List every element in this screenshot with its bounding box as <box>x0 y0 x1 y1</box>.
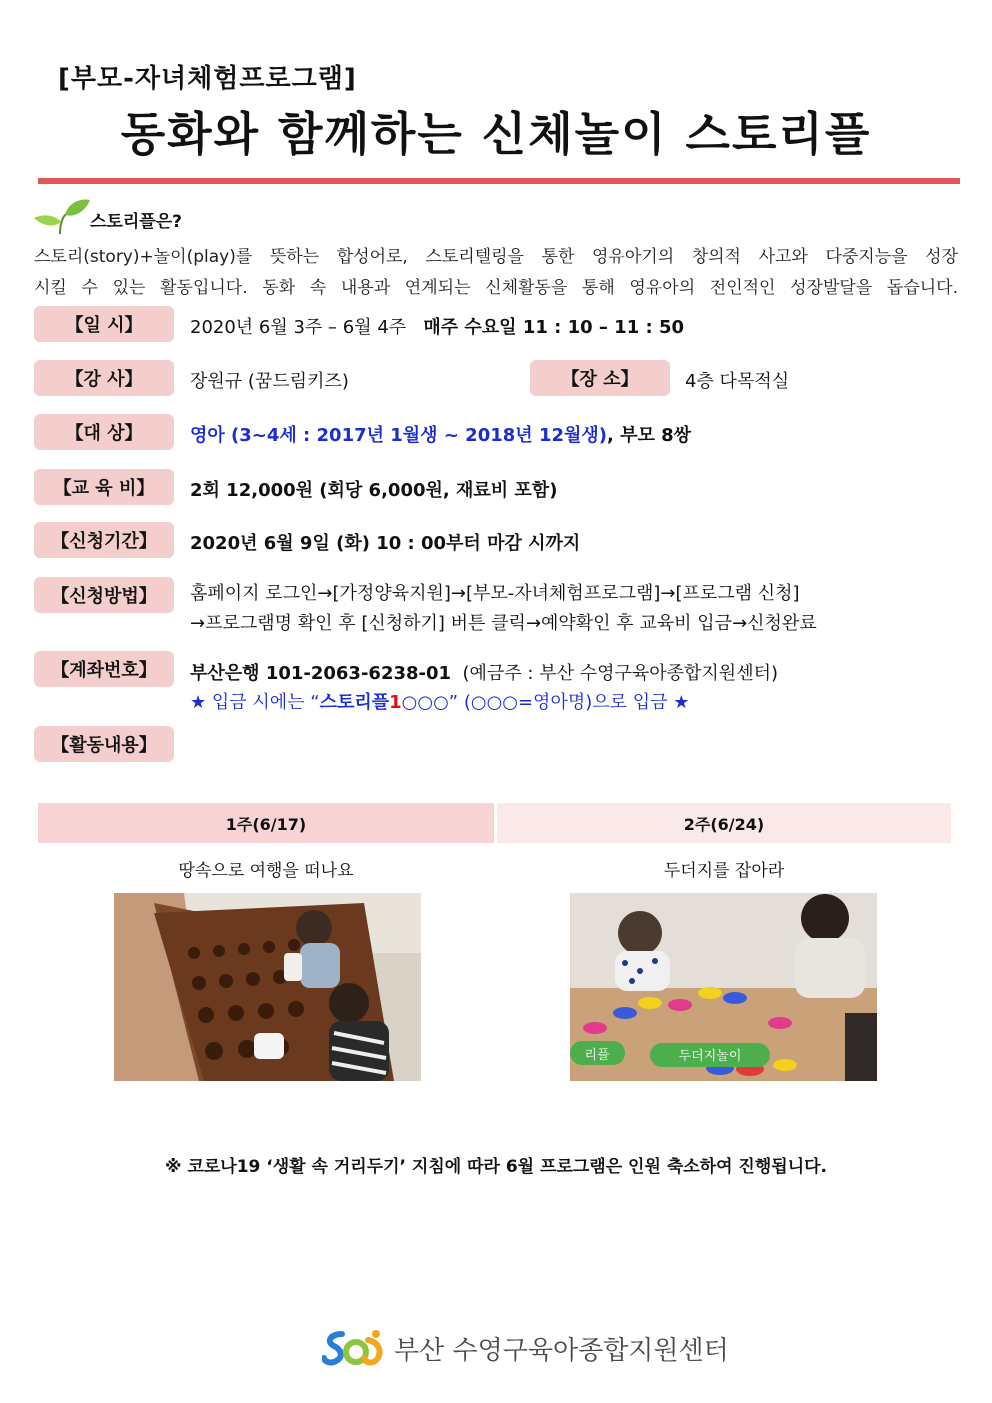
account-holder: (예금주 : 부산 수영구육아종합지원센터) <box>462 663 778 684</box>
center-logo-icon <box>322 1328 386 1368</box>
account-number: 부산은행 101-2063-6238-01 <box>190 663 452 684</box>
deposit-note-red: 1 <box>389 692 402 713</box>
intro-line-2: 시킬 수 있는 활동입니다. 동화 속 내용과 연계되는 신체활동을 통해 영유아의 전인적인 성장발달을 돕습니다. <box>34 278 958 298</box>
fee-label: 【교 육 비】 <box>34 469 174 505</box>
place-label: 【장 소】 <box>530 360 670 396</box>
instructor-value: 장원규 (꿈드림키즈) <box>190 371 349 392</box>
deposit-note-bold: 스토리플 <box>319 692 390 713</box>
account-value <box>190 659 778 685</box>
title-divider <box>38 178 960 184</box>
deposit-note-b: ○○○” (○○○=영아명)으로 입금 ★ <box>401 692 690 713</box>
footer <box>322 1326 729 1370</box>
target-value <box>190 421 691 447</box>
instructor-label: 【강 사】 <box>34 360 174 396</box>
period-label: 【신청기간】 <box>34 522 174 558</box>
photo2-sign-left: 리플 <box>584 1048 610 1063</box>
target-age: 영아 (3~4세 : 2017년 1월생 ~ 2018년 12월생) <box>190 425 607 446</box>
sprout-icon <box>32 196 92 236</box>
date-time: 매주 수요일 11 : 10 – 11 : 50 <box>423 317 685 338</box>
week1-photo <box>114 893 421 1081</box>
date-value <box>190 313 684 339</box>
covid-notice: ※ 코로나19 ‘생활 속 거리두기’ 지침에 따라 6월 프로그램은 인원 축소하여 진행됩니다. <box>165 1157 827 1177</box>
intro-heading: 스토리플은? <box>90 212 182 232</box>
week2-header: 2주(6/24) <box>497 803 951 843</box>
week2-photo <box>570 893 877 1081</box>
fee-value: 2회 12,000원 (회당 6,000원, 재료비 포함) <box>190 480 558 501</box>
method-line-1: 홈페이지 로그인→[가정양육지원]→[부모-자녀체험프로그램]→[프로그램 신청] <box>190 583 800 604</box>
activity-label: 【활동내용】 <box>34 726 174 762</box>
deposit-note-a: ★ 입금 시에는 “ <box>190 692 320 713</box>
method-line-2: →프로그램명 확인 후 [신청하기] 버튼 클릭→예약확인 후 교육비 입금→신청완료 <box>190 613 817 634</box>
account-label: 【계좌번호】 <box>34 651 174 687</box>
week2-title: 두더지를 잡아라 <box>663 861 785 881</box>
week1-title: 땅속으로 여행을 떠나요 <box>178 861 354 881</box>
date-label: 【일 시】 <box>34 306 174 342</box>
photo2-sign-right: 두더지놀이 <box>678 1049 742 1064</box>
intro-line-1: 스토리(story)+놀이(play)를 뜻하는 합성어로, 스토리텔링을 통한 영유아기의 창의적 사고와 다중지능을 성장 <box>34 247 958 267</box>
center-name: 부산 수영구육아종합지원센터 <box>394 1335 729 1366</box>
date-range: 2020년 6월 3주 – 6월 4주 <box>190 317 407 338</box>
week1-header: 1주(6/17) <box>38 803 494 843</box>
target-parents: , 부모 8쌍 <box>607 425 692 446</box>
method-label: 【신청방법】 <box>34 577 174 613</box>
page-title: 동화와 함께하는 신체놀이 스토리플 <box>120 107 872 161</box>
target-label: 【대 상】 <box>34 414 174 450</box>
period-value: 2020년 6월 9일 (화) 10 : 00부터 마감 시까지 <box>190 533 581 554</box>
deposit-note <box>190 688 689 714</box>
intro-paragraph <box>34 242 958 304</box>
place-value: 4층 다목적실 <box>685 371 790 392</box>
program-category: [부모-자녀체험프로그램] <box>58 64 357 94</box>
